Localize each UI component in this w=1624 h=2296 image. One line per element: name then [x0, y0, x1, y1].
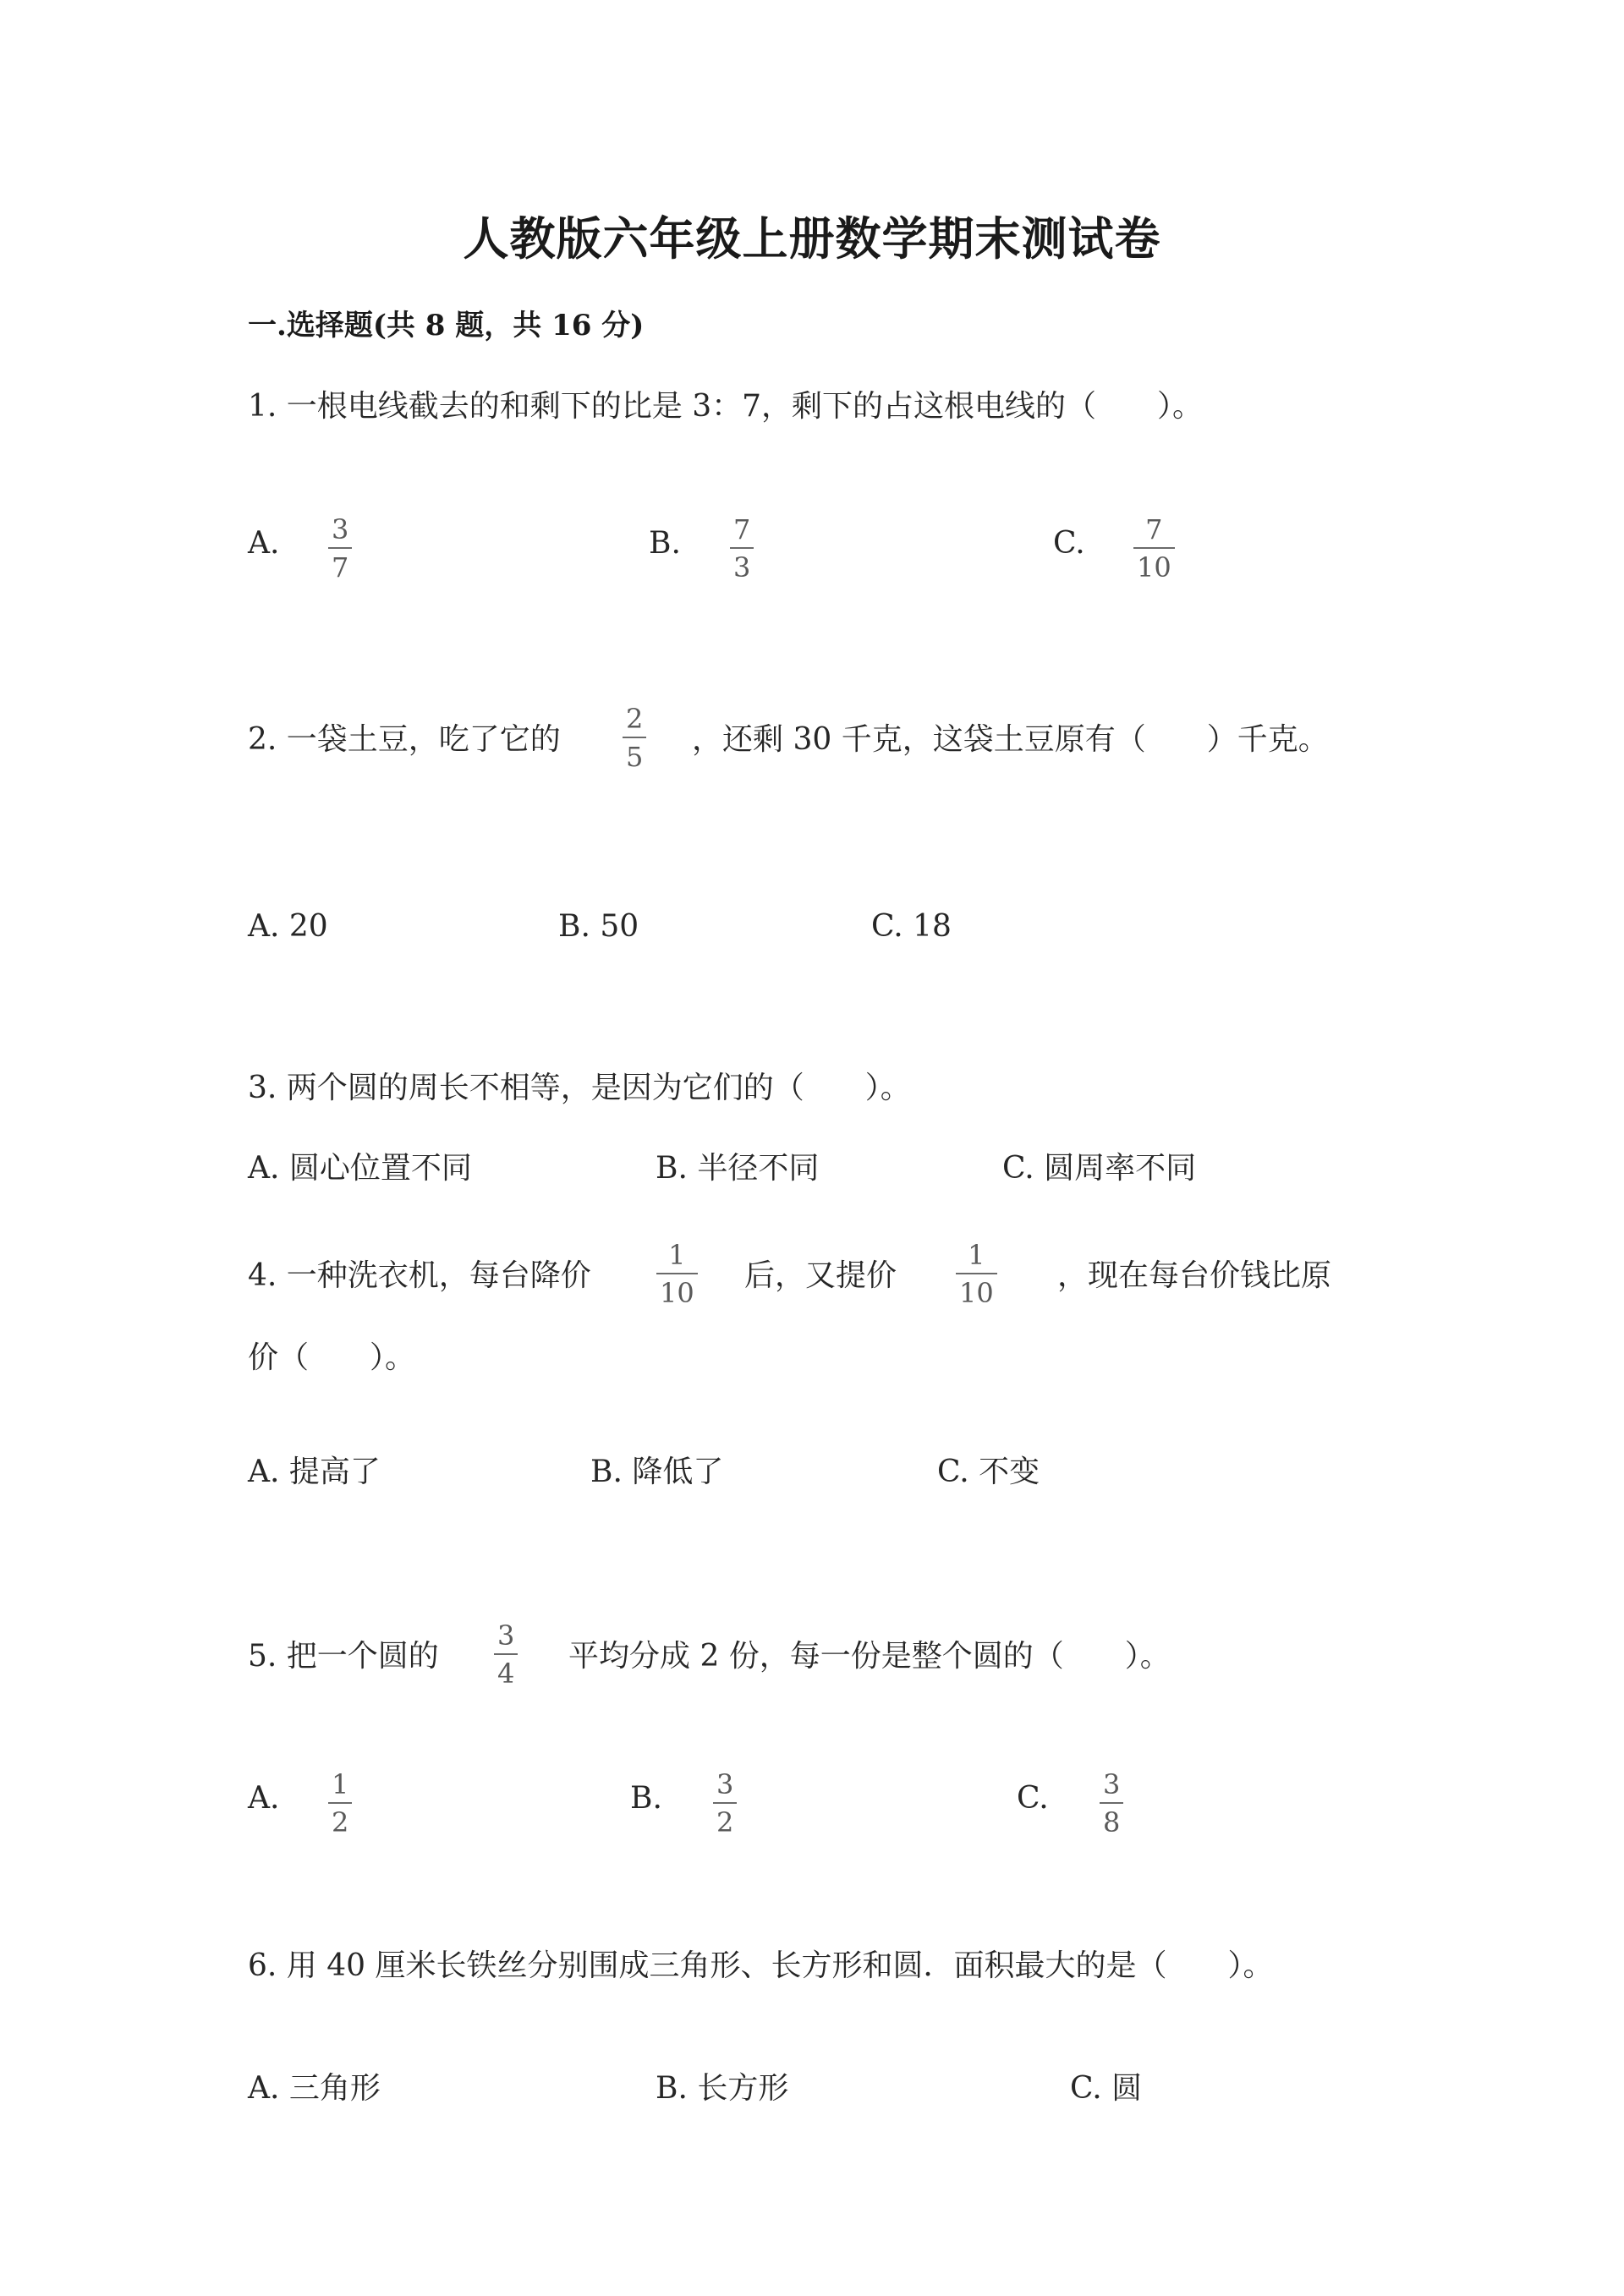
- q4-option-c[interactable]: C. 不变: [937, 1455, 1040, 1489]
- section-heading: 一.选择题(共 8 题，共 16 分): [248, 309, 645, 342]
- page-title: 人教版六年级上册数学期末测试卷: [463, 211, 1161, 266]
- q1-option-c-fraction[interactable]: [1133, 513, 1175, 584]
- q1-option-a-label[interactable]: A.: [248, 526, 280, 561]
- numerator: 3: [716, 1768, 734, 1800]
- q5-option-b-label[interactable]: B.: [630, 1781, 662, 1816]
- denominator: 10: [1133, 547, 1175, 581]
- numerator: 7: [733, 513, 751, 545]
- question-5-fraction: [494, 1619, 518, 1690]
- denominator: 7: [328, 547, 352, 581]
- q5-option-c-label[interactable]: C.: [1017, 1781, 1049, 1816]
- denominator: 8: [1100, 1802, 1123, 1836]
- q5-option-b-fraction[interactable]: [713, 1768, 737, 1838]
- q3-option-c[interactable]: C. 圆周率不同: [1002, 1151, 1197, 1186]
- question-2-text-end: ，还剩 30 千克，这袋土豆原有（ ）千克。: [692, 722, 1329, 757]
- q6-option-a[interactable]: A. 三角形: [248, 2071, 381, 2106]
- q3-option-a[interactable]: A. 圆心位置不同: [248, 1151, 472, 1186]
- q2-option-c[interactable]: C. 18: [871, 909, 952, 944]
- q5-option-a-label[interactable]: A.: [248, 1781, 280, 1816]
- denominator: 2: [328, 1802, 352, 1836]
- denominator: 5: [623, 737, 646, 770]
- numerator: 2: [626, 703, 644, 735]
- numerator: 3: [497, 1619, 515, 1652]
- question-4-fraction-1: [656, 1241, 698, 1307]
- q5-option-c-fraction[interactable]: [1100, 1768, 1123, 1838]
- question-4-text-end: ，现在每台价钱比原: [1057, 1258, 1332, 1293]
- numerator: 3: [332, 513, 349, 545]
- question-4-text-start: 4. 一种洗衣机，每台降价: [248, 1258, 591, 1293]
- denominator: 3: [730, 547, 754, 581]
- question-2-text-start: 2. 一袋土豆，吃了它的: [248, 722, 561, 757]
- q4-option-b[interactable]: B. 降低了: [590, 1455, 724, 1489]
- question-5-text-start: 5. 把一个圆的: [248, 1639, 439, 1674]
- question-3-text: 3. 两个圆的周长不相等，是因为它们的（ ）。: [248, 1071, 911, 1105]
- q1-option-b-fraction[interactable]: [730, 513, 754, 584]
- question-1-text: 1. 一根电线截去的和剩下的比是 3：7，剩下的占这根电线的（ ）。: [248, 389, 1204, 424]
- numerator: 1: [668, 1239, 686, 1271]
- q6-option-c[interactable]: C. 圆: [1070, 2071, 1143, 2106]
- denominator: 4: [494, 1653, 518, 1687]
- denominator: 10: [956, 1273, 997, 1307]
- q1-option-a-fraction[interactable]: [328, 513, 352, 584]
- denominator: 2: [713, 1802, 737, 1836]
- q5-option-a-fraction[interactable]: [328, 1768, 352, 1838]
- q1-option-c-label[interactable]: C.: [1053, 526, 1085, 561]
- question-6-text: 6. 用 40 厘米长铁丝分别围成三角形、长方形和圆．面积最大的是（ ）。: [248, 1948, 1274, 1983]
- q2-option-a[interactable]: A. 20: [248, 909, 328, 944]
- question-5-text-end: 平均分成 2 份，每一份是整个圆的（ ）。: [568, 1639, 1171, 1674]
- numerator: 7: [1145, 513, 1163, 545]
- q4-option-a[interactable]: A. 提高了: [248, 1455, 381, 1489]
- numerator: 1: [332, 1768, 349, 1800]
- question-4-text-mid: 后，又提价: [744, 1258, 897, 1293]
- q2-option-b[interactable]: B. 50: [558, 909, 639, 944]
- denominator: 10: [656, 1273, 698, 1307]
- numerator: 1: [968, 1239, 985, 1271]
- q3-option-b[interactable]: B. 半径不同: [656, 1151, 820, 1186]
- numerator: 3: [1103, 1768, 1121, 1800]
- q1-option-b-label[interactable]: B.: [649, 526, 681, 561]
- question-4-fraction-2: [956, 1241, 997, 1307]
- question-2-fraction: [623, 703, 646, 773]
- q6-option-b[interactable]: B. 长方形: [656, 2071, 789, 2106]
- question-4-text-line2: 价（ ）。: [248, 1340, 416, 1375]
